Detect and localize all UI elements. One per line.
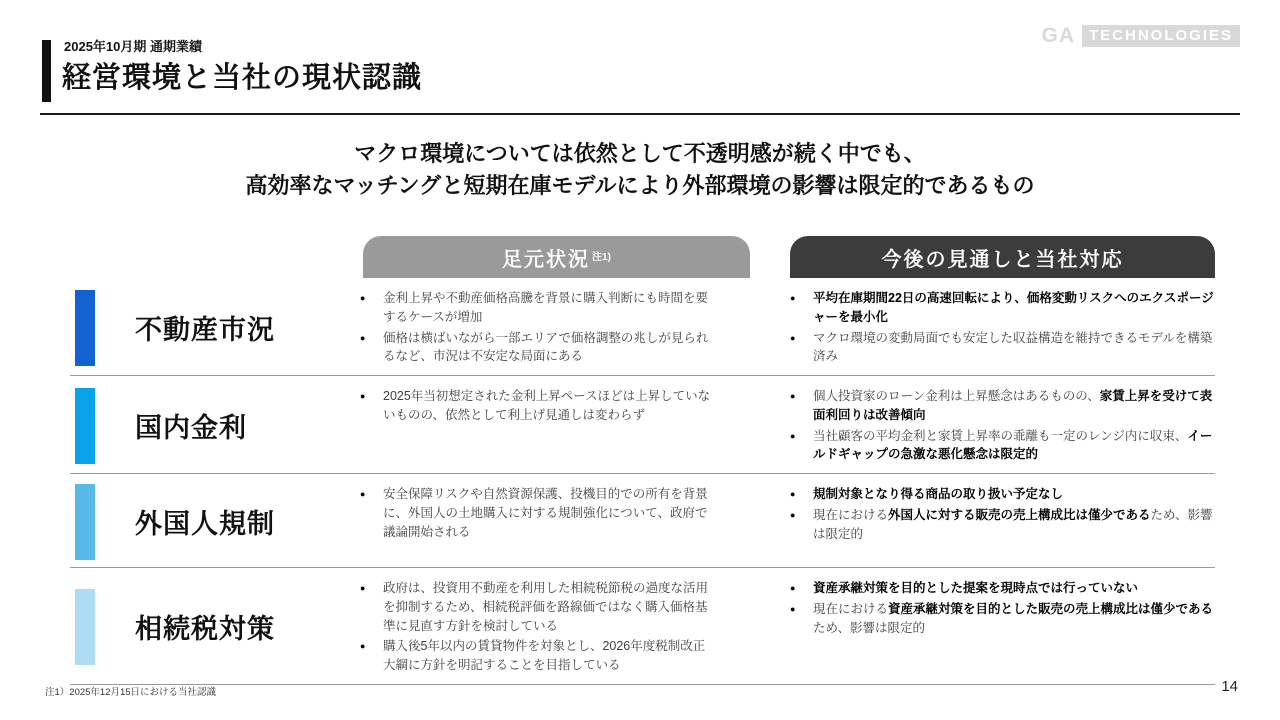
footnote-reference: 注1) <box>592 251 611 263</box>
title-divider <box>40 113 1240 115</box>
bullet-text: 購入後5年以内の賃貸物件を対象とし、2026年度税制改正大綱に方針を明記することを目指している <box>383 639 706 672</box>
bullet-text: マクロ環境の変動局面でも安定した収益構造を維持できるモデルを構築済み <box>813 330 1213 364</box>
bullet-text: 安全保障リスクや自然資源保護、投機目的での所有を背景に、外国人の土地購入に対する規制強化について、政府で議論開始される <box>383 487 708 539</box>
current-status-cell <box>360 287 755 368</box>
bullet-icon: ● <box>360 583 366 593</box>
bullet-text: 当社顧客の平均金利と家賃上昇率の乖離も一定のレンジ内に収束、イールドギャップの急激な悪化懸念は限定的 <box>813 428 1213 462</box>
company-logo <box>1041 24 1240 48</box>
bullet-icon: ● <box>360 489 366 499</box>
table-row <box>70 376 1215 474</box>
bullet-item <box>360 329 715 367</box>
status-table <box>70 236 1215 685</box>
outlook-cell <box>790 385 1215 466</box>
bullet-icon: ● <box>790 430 796 441</box>
bullet-item <box>790 387 1215 425</box>
bullet-item <box>790 329 1215 367</box>
bullet-item <box>790 600 1215 638</box>
bullet-text: 政府は、投資用不動産を利用した相続税節税の過度な活用を抑制するため、相続税評価を路線価ではなく購入価格基準に見直す方針を検討している <box>383 581 709 633</box>
bullet-item <box>360 637 715 675</box>
bullet-icon: ● <box>790 509 796 520</box>
bullet-item <box>790 579 1215 598</box>
table-row <box>70 278 1215 376</box>
key-message <box>0 138 1280 202</box>
category-label: 国内金利 <box>135 413 247 443</box>
category-cell <box>70 287 360 368</box>
category-label: 不動産市況 <box>135 315 275 345</box>
bullet-text: 現在における資産承継対策を目的とした販売の売上構成比は僅少であるため、影響は限定的 <box>813 601 1214 635</box>
bullet-text: 資産承継対策を目的とした提案を現時点では行っていない <box>813 581 1139 595</box>
logo-ga-mark: GA <box>1041 24 1075 47</box>
title-accent-bar <box>42 40 51 102</box>
key-message-line2: 高効率なマッチングと短期在庫モデルにより外部環境の影響は限定的であるもの <box>245 172 1035 198</box>
bullet-icon: ● <box>790 293 796 303</box>
bullet-text: 現在における外国人に対する販売の売上構成比は僅少であるため、影響は限定的 <box>813 507 1213 541</box>
table-rows <box>70 278 1215 685</box>
bullet-icon: ● <box>360 293 366 303</box>
bullet-text: 平均在庫期間22日の高速回転により、価格変動リスクへのエクスポージャーを最小化 <box>813 291 1214 324</box>
page-title: 経営環境と当社の現状認識 <box>62 62 423 94</box>
category-cell <box>70 483 360 560</box>
bullet-item <box>790 289 1215 327</box>
bullet-icon: ● <box>790 489 796 499</box>
category-color-bar <box>75 484 95 560</box>
current-status-cell <box>360 483 755 560</box>
category-cell <box>70 385 360 466</box>
bullet-icon: ● <box>360 391 366 401</box>
category-color-bar <box>75 290 95 366</box>
bullet-icon: ● <box>360 332 366 343</box>
bullet-item <box>790 485 1215 504</box>
bullet-icon: ● <box>790 603 796 614</box>
key-message-line1: マクロ環境については依然として不透明感が続く中でも、 <box>354 141 926 166</box>
bullet-item <box>790 506 1215 544</box>
bullet-item <box>360 387 715 425</box>
column-header-outlook-label: 今後の見通しと当社対応 <box>881 248 1124 271</box>
bullet-text: 2025年当初想定された金利上昇ペースほどは上昇していないものの、依然として利上げ見通しは変わらず <box>383 389 711 422</box>
bullet-icon: ● <box>790 583 796 593</box>
outlook-cell <box>790 577 1215 677</box>
report-period-label: 2025年10月期 通期業績 <box>64 39 202 54</box>
current-status-cell <box>360 577 755 677</box>
bullet-icon: ● <box>360 641 366 652</box>
bullet-text: 金利上昇や不動産価格高騰を背景に購入判断にも時間を要するケースが増加 <box>383 291 709 324</box>
category-cell <box>70 577 360 677</box>
bullet-item <box>360 579 715 635</box>
footnote: 注1）2025年12月15日における当社認識 <box>45 687 217 698</box>
category-label: 外国人規制 <box>135 509 275 539</box>
table-header-row <box>70 236 1215 278</box>
outlook-cell <box>790 483 1215 560</box>
category-label: 相続税対策 <box>135 614 275 645</box>
bullet-item <box>360 485 715 541</box>
outlook-cell <box>790 287 1215 368</box>
column-header-current-status <box>363 236 750 278</box>
current-status-cell <box>360 385 755 466</box>
bullet-text: 規制対象となり得る商品の取り扱い予定なし <box>813 487 1064 501</box>
column-header-outlook <box>790 236 1215 278</box>
bullet-item <box>360 289 715 327</box>
bullet-icon: ● <box>790 332 796 343</box>
table-row <box>70 568 1215 685</box>
logo-technologies-mark: TECHNOLOGIES <box>1082 25 1240 47</box>
bullet-icon: ● <box>790 391 796 401</box>
column-header-current-status-label: 足元状況 <box>502 248 591 271</box>
bullet-text: 個人投資家のローン金利は上昇懸念はあるものの、家賃上昇を受けて表面利回りは改善傾向 <box>813 389 1213 422</box>
bullet-text: 価格は横ばいながら一部エリアで価格調整の兆しが見られるなど、市況は不安定な局面にある <box>383 330 709 364</box>
category-color-bar <box>75 388 95 464</box>
table-row <box>70 474 1215 568</box>
bullet-item <box>790 427 1215 465</box>
page-number: 14 <box>1221 678 1238 695</box>
category-color-bar <box>75 589 95 665</box>
